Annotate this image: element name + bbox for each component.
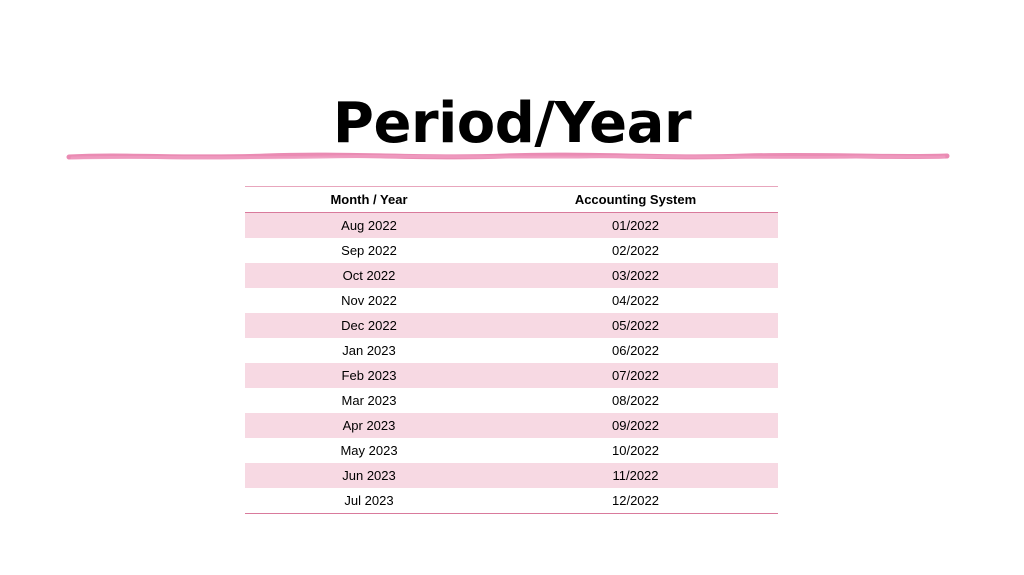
cell-accounting-period: 07/2022: [612, 368, 659, 383]
cell-month-year: Oct 2022: [342, 268, 396, 283]
cell-accounting-period: 01/2022: [612, 218, 659, 233]
cell-month-year: Jun 2023: [342, 468, 396, 483]
cell-accounting-period: 04/2022: [612, 293, 659, 308]
table-header-row: [245, 187, 778, 213]
table-row: [245, 413, 778, 438]
table-row: [245, 438, 778, 463]
brush-stroke-divider: [66, 150, 950, 164]
cell-accounting-period: 08/2022: [612, 393, 659, 408]
cell-accounting-period: 10/2022: [612, 443, 659, 458]
table-row: [245, 238, 778, 263]
cell-accounting-period: 12/2022: [612, 493, 659, 508]
header-month-year: Month / Year: [330, 192, 408, 207]
cell-accounting-period: 02/2022: [612, 243, 659, 258]
table-row: [245, 388, 778, 413]
cell-month-year: Sep 2022: [341, 243, 397, 258]
table-row: [245, 263, 778, 288]
cell-month-year: Nov 2022: [341, 293, 397, 308]
cell-month-year: May 2023: [340, 443, 398, 458]
cell-accounting-period: 06/2022: [612, 343, 659, 358]
cell-accounting-period: 11/2022: [612, 468, 659, 483]
table-row: [245, 313, 778, 338]
cell-accounting-period: 09/2022: [612, 418, 659, 433]
table-row: [245, 488, 778, 514]
table-row: [245, 463, 778, 488]
cell-month-year: Jul 2023: [344, 493, 394, 508]
table-row: [245, 288, 778, 313]
period-mapping-table: [245, 186, 778, 514]
cell-accounting-period: 05/2022: [612, 318, 659, 333]
cell-month-year: Aug 2022: [341, 218, 397, 233]
cell-month-year: Mar 2023: [341, 393, 397, 408]
table-row: [245, 213, 778, 239]
cell-month-year: Feb 2023: [341, 368, 397, 383]
table-row: [245, 338, 778, 363]
cell-month-year: Apr 2023: [342, 418, 396, 433]
slide-title: Period/Year: [332, 90, 692, 156]
cell-accounting-period: 03/2022: [612, 268, 659, 283]
cell-month-year: Dec 2022: [341, 318, 397, 333]
header-accounting-system: Accounting System: [574, 192, 697, 207]
table-row: [245, 363, 778, 388]
cell-month-year: Jan 2023: [342, 343, 396, 358]
